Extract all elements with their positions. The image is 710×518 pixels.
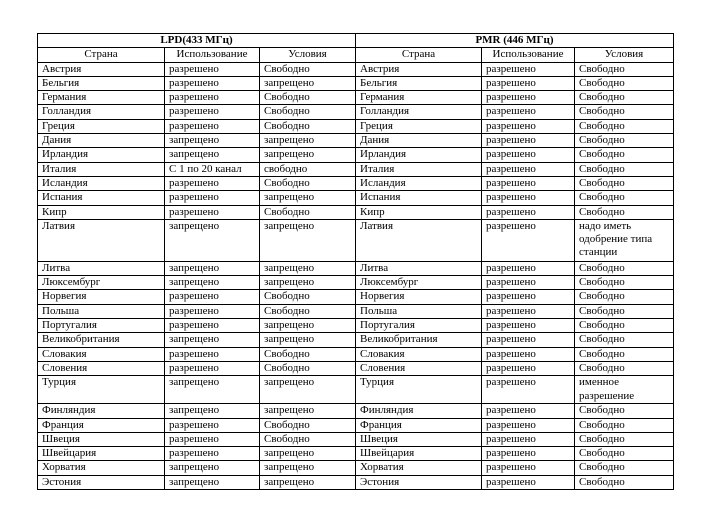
pmr-conditions-cell: Свободно bbox=[575, 105, 674, 119]
pmr-conditions-cell: именное разрешение bbox=[575, 376, 674, 404]
pmr-usage-cell: разрешено bbox=[482, 447, 575, 461]
pmr-usage-cell: разрешено bbox=[482, 76, 575, 90]
table-row bbox=[38, 319, 674, 333]
lpd-conditions-cell: Свободно bbox=[260, 361, 356, 375]
table-row bbox=[38, 447, 674, 461]
pmr-country-cell: Италия bbox=[356, 162, 482, 176]
lpd-country-cell: Бельгия bbox=[38, 76, 165, 90]
pmr-conditions-cell: Свободно bbox=[575, 347, 674, 361]
lpd-usage-cell: запрещено bbox=[165, 261, 260, 275]
lpd-country-cell: Испания bbox=[38, 191, 165, 205]
lpd-usage-cell: разрешено bbox=[165, 447, 260, 461]
pmr-conditions-cell: Свободно bbox=[575, 461, 674, 475]
pmr-usage-cell: разрешено bbox=[482, 105, 575, 119]
pmr-usage-cell: разрешено bbox=[482, 91, 575, 105]
lpd-usage-cell: разрешено bbox=[165, 191, 260, 205]
lpd-country-cell: Германия bbox=[38, 91, 165, 105]
table-row bbox=[38, 290, 674, 304]
lpd-country-cell: Турция bbox=[38, 376, 165, 404]
table-row bbox=[38, 219, 674, 261]
pmr-conditions-cell: Свободно bbox=[575, 304, 674, 318]
pmr-conditions-cell: Свободно bbox=[575, 119, 674, 133]
table-row bbox=[38, 162, 674, 176]
lpd-conditions-cell: Свободно bbox=[260, 432, 356, 446]
pmr-conditions-cell: Свободно bbox=[575, 62, 674, 76]
lpd-conditions-cell: запрещено bbox=[260, 319, 356, 333]
lpd-country-cell: Дания bbox=[38, 134, 165, 148]
lpd-conditions-cell: запрещено bbox=[260, 447, 356, 461]
pmr-usage-cell: разрешено bbox=[482, 62, 575, 76]
column-header-country: Страна bbox=[38, 48, 165, 62]
lpd-conditions-cell: Свободно bbox=[260, 205, 356, 219]
lpd-country-cell: Латвия bbox=[38, 219, 165, 261]
table-row bbox=[38, 176, 674, 190]
lpd-country-cell: Греция bbox=[38, 119, 165, 133]
lpd-country-cell: Литва bbox=[38, 261, 165, 275]
pmr-conditions-cell: Свободно bbox=[575, 276, 674, 290]
pmr-country-cell: Словакия bbox=[356, 347, 482, 361]
pmr-country-cell: Австрия bbox=[356, 62, 482, 76]
lpd-conditions-cell: Свободно bbox=[260, 347, 356, 361]
pmr-usage-cell: разрешено bbox=[482, 162, 575, 176]
lpd-conditions-cell: Свободно bbox=[260, 62, 356, 76]
pmr-country-cell: Португалия bbox=[356, 319, 482, 333]
pmr-usage-cell: разрешено bbox=[482, 376, 575, 404]
pmr-conditions-cell: Свободно bbox=[575, 361, 674, 375]
pmr-usage-cell: разрешено bbox=[482, 119, 575, 133]
lpd-conditions-cell: запрещено bbox=[260, 461, 356, 475]
lpd-country-cell: Франция bbox=[38, 418, 165, 432]
pmr-conditions-cell: Свободно bbox=[575, 418, 674, 432]
lpd-conditions-cell: Свободно bbox=[260, 290, 356, 304]
table-row bbox=[38, 119, 674, 133]
lpd-usage-cell: разрешено bbox=[165, 105, 260, 119]
pmr-country-cell: Турция bbox=[356, 376, 482, 404]
table-row bbox=[38, 461, 674, 475]
pmr-conditions-cell: Свободно bbox=[575, 404, 674, 418]
lpd-usage-cell: запрещено bbox=[165, 404, 260, 418]
lpd-conditions-cell: запрещено bbox=[260, 134, 356, 148]
lpd-country-cell: Польша bbox=[38, 304, 165, 318]
pmr-usage-cell: разрешено bbox=[482, 404, 575, 418]
lpd-country-cell: Ирландия bbox=[38, 148, 165, 162]
pmr-conditions-cell: Свободно bbox=[575, 333, 674, 347]
pmr-country-cell: Норвегия bbox=[356, 290, 482, 304]
lpd-conditions-cell: запрещено bbox=[260, 219, 356, 261]
pmr-header: PMR (446 МГц) bbox=[356, 34, 674, 48]
pmr-country-cell: Дания bbox=[356, 134, 482, 148]
pmr-conditions-cell: Свободно bbox=[575, 261, 674, 275]
lpd-conditions-cell: Свободно bbox=[260, 91, 356, 105]
table-row bbox=[38, 105, 674, 119]
table-row bbox=[38, 475, 674, 489]
pmr-usage-cell: разрешено bbox=[482, 361, 575, 375]
pmr-usage-cell: разрешено bbox=[482, 276, 575, 290]
pmr-conditions-cell: Свободно bbox=[575, 475, 674, 489]
table-row bbox=[38, 261, 674, 275]
pmr-conditions-cell: Свободно bbox=[575, 148, 674, 162]
pmr-country-cell: Швейцария bbox=[356, 447, 482, 461]
pmr-conditions-cell: Свободно bbox=[575, 205, 674, 219]
lpd-country-cell: Швейцария bbox=[38, 447, 165, 461]
column-header-usage: Использование bbox=[482, 48, 575, 62]
lpd-conditions-cell: запрещено bbox=[260, 261, 356, 275]
pmr-country-cell: Германия bbox=[356, 91, 482, 105]
pmr-usage-cell: разрешено bbox=[482, 191, 575, 205]
pmr-conditions-cell: Свободно bbox=[575, 134, 674, 148]
table-row bbox=[38, 276, 674, 290]
table-row bbox=[38, 418, 674, 432]
lpd-usage-cell: разрешено bbox=[165, 176, 260, 190]
lpd-usage-cell: запрещено bbox=[165, 333, 260, 347]
table-row bbox=[38, 91, 674, 105]
lpd-usage-cell: запрещено bbox=[165, 461, 260, 475]
column-header-country: Страна bbox=[356, 48, 482, 62]
table-row bbox=[38, 205, 674, 219]
pmr-conditions-cell: Свободно bbox=[575, 91, 674, 105]
lpd-header: LPD(433 МГц) bbox=[38, 34, 356, 48]
lpd-conditions-cell: Свободно bbox=[260, 176, 356, 190]
table-row bbox=[38, 148, 674, 162]
lpd-country-cell: Швеция bbox=[38, 432, 165, 446]
pmr-country-cell: Франция bbox=[356, 418, 482, 432]
lpd-country-cell: Голландия bbox=[38, 105, 165, 119]
lpd-usage-cell: разрешено bbox=[165, 91, 260, 105]
pmr-usage-cell: разрешено bbox=[482, 333, 575, 347]
column-header-conditions: Условия bbox=[260, 48, 356, 62]
lpd-conditions-cell: Свободно bbox=[260, 105, 356, 119]
lpd-usage-cell: запрещено bbox=[165, 276, 260, 290]
lpd-usage-cell: С 1 по 20 канал bbox=[165, 162, 260, 176]
pmr-country-cell: Бельгия bbox=[356, 76, 482, 90]
lpd-country-cell: Исландия bbox=[38, 176, 165, 190]
lpd-country-cell: Кипр bbox=[38, 205, 165, 219]
pmr-country-cell: Литва bbox=[356, 261, 482, 275]
lpd-conditions-cell: запрещено bbox=[260, 376, 356, 404]
lpd-conditions-cell: запрещено bbox=[260, 276, 356, 290]
pmr-country-cell: Швеция bbox=[356, 432, 482, 446]
pmr-usage-cell: разрешено bbox=[482, 461, 575, 475]
pmr-country-cell: Испания bbox=[356, 191, 482, 205]
lpd-usage-cell: разрешено bbox=[165, 76, 260, 90]
pmr-country-cell: Ирландия bbox=[356, 148, 482, 162]
pmr-usage-cell: разрешено bbox=[482, 418, 575, 432]
lpd-conditions-cell: запрещено bbox=[260, 76, 356, 90]
lpd-usage-cell: запрещено bbox=[165, 148, 260, 162]
column-header-usage: Использование bbox=[165, 48, 260, 62]
pmr-usage-cell: разрешено bbox=[482, 347, 575, 361]
lpd-conditions-cell: запрещено bbox=[260, 191, 356, 205]
lpd-usage-cell: запрещено bbox=[165, 134, 260, 148]
table-row bbox=[38, 432, 674, 446]
lpd-conditions-cell: запрещено bbox=[260, 475, 356, 489]
lpd-country-cell: Словения bbox=[38, 361, 165, 375]
lpd-usage-cell: разрешено bbox=[165, 205, 260, 219]
pmr-usage-cell: разрешено bbox=[482, 205, 575, 219]
pmr-country-cell: Польша bbox=[356, 304, 482, 318]
pmr-country-cell: Голландия bbox=[356, 105, 482, 119]
pmr-conditions-cell: Свободно bbox=[575, 432, 674, 446]
lpd-conditions-cell: Свободно bbox=[260, 304, 356, 318]
pmr-conditions-cell: Свободно bbox=[575, 76, 674, 90]
column-header-row bbox=[38, 48, 674, 62]
pmr-conditions-cell: Свободно bbox=[575, 162, 674, 176]
lpd-usage-cell: разрешено bbox=[165, 347, 260, 361]
table-row bbox=[38, 361, 674, 375]
pmr-country-cell: Эстония bbox=[356, 475, 482, 489]
table-row bbox=[38, 304, 674, 318]
frequency-permissions-table bbox=[37, 33, 674, 490]
pmr-country-cell: Греция bbox=[356, 119, 482, 133]
lpd-usage-cell: запрещено bbox=[165, 376, 260, 404]
pmr-conditions-cell: Свободно bbox=[575, 290, 674, 304]
lpd-country-cell: Португалия bbox=[38, 319, 165, 333]
group-header-row bbox=[38, 34, 674, 48]
pmr-country-cell: Люксембург bbox=[356, 276, 482, 290]
lpd-usage-cell: запрещено bbox=[165, 219, 260, 261]
lpd-country-cell: Австрия bbox=[38, 62, 165, 76]
frequency-table-document bbox=[37, 33, 674, 490]
pmr-usage-cell: разрешено bbox=[482, 290, 575, 304]
pmr-usage-cell: разрешено bbox=[482, 319, 575, 333]
pmr-usage-cell: разрешено bbox=[482, 219, 575, 261]
lpd-country-cell: Финляндия bbox=[38, 404, 165, 418]
table-row bbox=[38, 404, 674, 418]
pmr-usage-cell: разрешено bbox=[482, 134, 575, 148]
lpd-usage-cell: разрешено bbox=[165, 319, 260, 333]
lpd-country-cell: Италия bbox=[38, 162, 165, 176]
pmr-country-cell: Словения bbox=[356, 361, 482, 375]
lpd-conditions-cell: Свободно bbox=[260, 418, 356, 432]
table-row bbox=[38, 333, 674, 347]
table-row bbox=[38, 134, 674, 148]
pmr-usage-cell: разрешено bbox=[482, 148, 575, 162]
pmr-usage-cell: разрешено bbox=[482, 261, 575, 275]
lpd-country-cell: Норвегия bbox=[38, 290, 165, 304]
table-row bbox=[38, 191, 674, 205]
pmr-country-cell: Исландия bbox=[356, 176, 482, 190]
lpd-conditions-cell: запрещено bbox=[260, 148, 356, 162]
pmr-country-cell: Кипр bbox=[356, 205, 482, 219]
pmr-usage-cell: разрешено bbox=[482, 432, 575, 446]
lpd-conditions-cell: свободно bbox=[260, 162, 356, 176]
pmr-country-cell: Хорватия bbox=[356, 461, 482, 475]
pmr-conditions-cell: Свободно bbox=[575, 319, 674, 333]
table-row bbox=[38, 376, 674, 404]
pmr-country-cell: Великобритания bbox=[356, 333, 482, 347]
lpd-country-cell: Великобритания bbox=[38, 333, 165, 347]
lpd-country-cell: Хорватия bbox=[38, 461, 165, 475]
pmr-country-cell: Латвия bbox=[356, 219, 482, 261]
lpd-country-cell: Эстония bbox=[38, 475, 165, 489]
pmr-conditions-cell: Свободно bbox=[575, 191, 674, 205]
lpd-usage-cell: разрешено bbox=[165, 361, 260, 375]
lpd-usage-cell: разрешено bbox=[165, 304, 260, 318]
lpd-conditions-cell: Свободно bbox=[260, 119, 356, 133]
lpd-conditions-cell: запрещено bbox=[260, 333, 356, 347]
lpd-usage-cell: разрешено bbox=[165, 432, 260, 446]
pmr-country-cell: Финляндия bbox=[356, 404, 482, 418]
column-header-conditions: Условия bbox=[575, 48, 674, 62]
lpd-usage-cell: разрешено bbox=[165, 119, 260, 133]
pmr-conditions-cell: надо иметь одобрение типа станции bbox=[575, 219, 674, 261]
table-row bbox=[38, 62, 674, 76]
pmr-usage-cell: разрешено bbox=[482, 304, 575, 318]
lpd-usage-cell: разрешено bbox=[165, 418, 260, 432]
lpd-usage-cell: разрешено bbox=[165, 62, 260, 76]
pmr-usage-cell: разрешено bbox=[482, 475, 575, 489]
pmr-conditions-cell: Свободно bbox=[575, 176, 674, 190]
lpd-usage-cell: запрещено bbox=[165, 475, 260, 489]
lpd-usage-cell: разрешено bbox=[165, 290, 260, 304]
lpd-country-cell: Люксембург bbox=[38, 276, 165, 290]
pmr-conditions-cell: Свободно bbox=[575, 447, 674, 461]
lpd-country-cell: Словакия bbox=[38, 347, 165, 361]
lpd-conditions-cell: запрещено bbox=[260, 404, 356, 418]
table-body bbox=[38, 62, 674, 489]
pmr-usage-cell: разрешено bbox=[482, 176, 575, 190]
table-row bbox=[38, 76, 674, 90]
table-row bbox=[38, 347, 674, 361]
